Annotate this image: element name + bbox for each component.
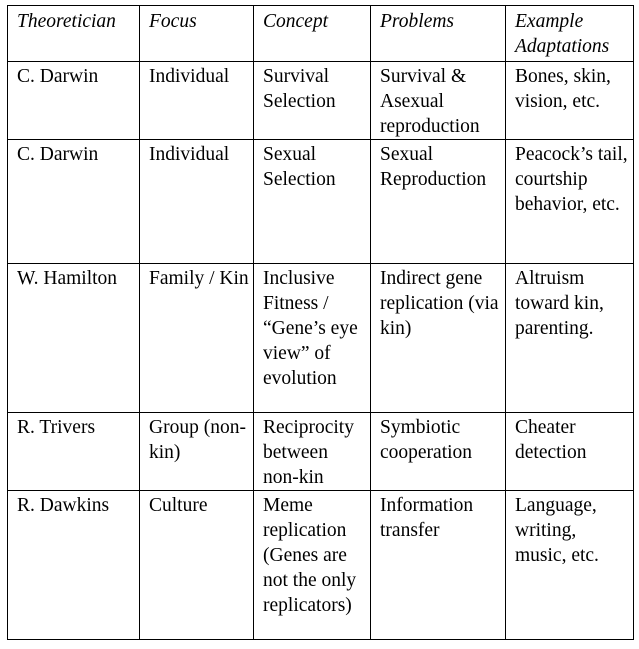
cell-focus: Family / Kin [140,264,254,413]
cell-focus: Individual [140,140,254,264]
cell-theoretician: C. Darwin [8,140,140,264]
cell-problems: Information transfer [371,491,506,640]
cell-concept: Sexual Selection [254,140,371,264]
cell-focus: Group (non-kin) [140,413,254,491]
cell-example-adaptations: Language, writing, music, etc. [506,491,634,640]
cell-theoretician: R. Dawkins [8,491,140,640]
table-row [8,491,634,640]
cell-concept: Reciprocity between non-kin [254,413,371,491]
header-example-adaptations: Example Adaptations [506,6,634,62]
cell-concept: Inclusive Fitness / “Gene’s eye view” of evolution [254,264,371,413]
cell-concept: Survival Selection [254,62,371,140]
cell-problems: Survival & Asexual reproduction [371,62,506,140]
cell-problems: Sexual Reproduction [371,140,506,264]
cell-problems: Indirect gene replication (via kin) [371,264,506,413]
cell-example-adaptations: Bones, skin, vision, etc. [506,62,634,140]
cell-focus: Individual [140,62,254,140]
cell-theoretician: R. Trivers [8,413,140,491]
table-row [8,413,634,491]
cell-problems: Symbiotic cooperation [371,413,506,491]
header-focus: Focus [140,6,254,62]
cell-theoretician: C. Darwin [8,62,140,140]
cell-focus: Culture [140,491,254,640]
header-row [8,6,634,62]
cell-theoretician: W. Hamilton [8,264,140,413]
header-problems: Problems [371,6,506,62]
header-concept: Concept [254,6,371,62]
table-row [8,62,634,140]
table-row [8,264,634,413]
cell-example-adaptations: Cheater detection [506,413,634,491]
table-row [8,140,634,264]
evolution-theories-table [7,5,634,640]
cell-concept: Meme replication (Genes are not the only replicators) [254,491,371,640]
cell-example-adaptations: Altruism toward kin, parenting. [506,264,634,413]
cell-example-adaptations: Peacock’s tail, courtship behavior, etc. [506,140,634,264]
header-theoretician: Theoretician [8,6,140,62]
